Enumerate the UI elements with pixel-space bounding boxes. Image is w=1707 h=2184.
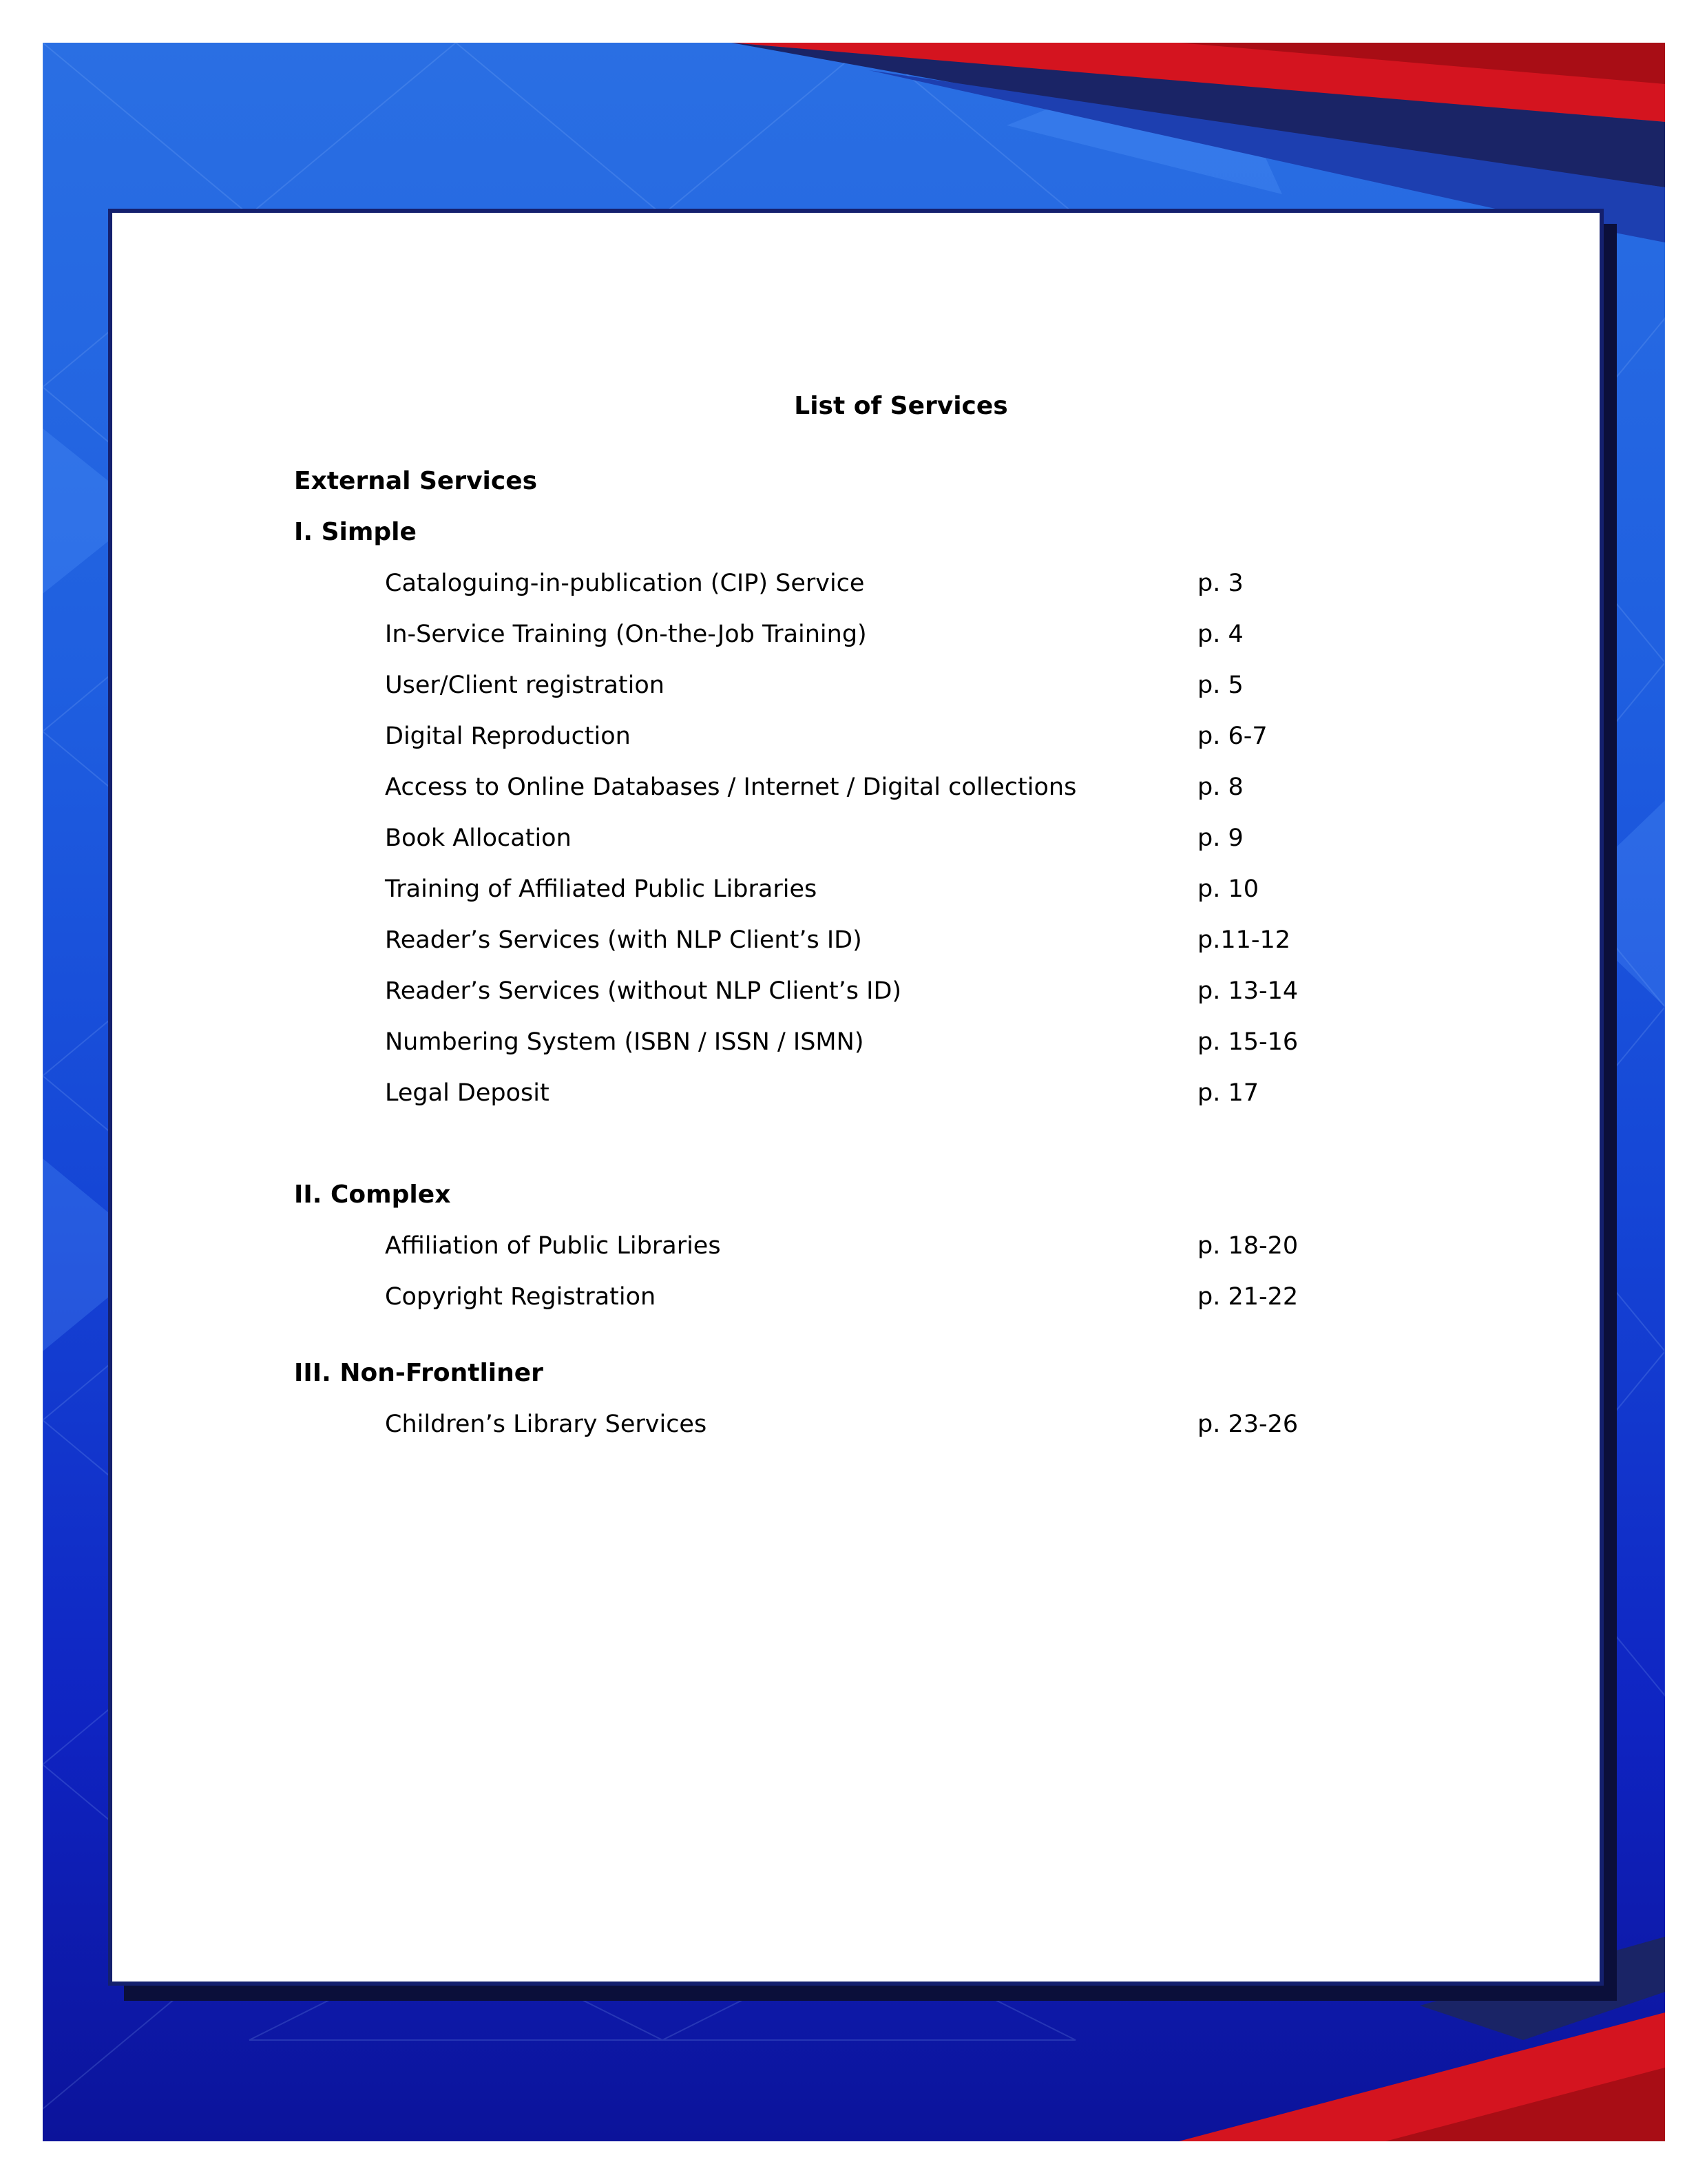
service-label: Affiliation of Public Libraries: [385, 1232, 721, 1260]
service-label: Legal Deposit: [385, 1079, 549, 1107]
list-item: [0, 1408, 1707, 1441]
page-reference: p. 15-16: [1197, 1028, 1299, 1056]
service-label: Reader’s Services (with NLP Client’s ID): [385, 926, 862, 954]
page-reference: p. 8: [1197, 773, 1244, 801]
group-heading-complex: II. Complex: [294, 1181, 451, 1209]
service-label: Digital Reproduction: [385, 722, 631, 750]
page-reference: p. 18-20: [1197, 1232, 1299, 1260]
service-label: Copyright Registration: [385, 1283, 656, 1311]
list-item: [0, 1026, 1707, 1059]
service-label: Training of Affiliated Public Libraries: [385, 875, 817, 903]
group-heading-simple: I. Simple: [294, 518, 417, 546]
list-item: [0, 1077, 1707, 1110]
service-label: Access to Online Databases / Internet / Digital collections: [385, 773, 1077, 801]
page-reference: p. 21-22: [1197, 1283, 1299, 1311]
service-label: Book Allocation: [385, 824, 572, 852]
list-item: [0, 1280, 1707, 1313]
service-label: Numbering System (ISBN / ISSN / ISMN): [385, 1028, 864, 1056]
page-reference: p. 17: [1197, 1079, 1259, 1107]
list-item: [0, 873, 1707, 906]
list-item: [0, 771, 1707, 804]
page-reference: p.11-12: [1197, 926, 1291, 954]
page-reference: p. 9: [1197, 824, 1244, 852]
list-item: [0, 567, 1707, 600]
service-label: Cataloguing-in-publication (CIP) Service: [385, 570, 865, 597]
page-reference: p. 6-7: [1197, 722, 1268, 750]
section-heading: External Services: [294, 467, 538, 495]
list-item: [0, 975, 1707, 1008]
page-reference: p. 23-26: [1197, 1411, 1299, 1438]
page-reference: p. 10: [1197, 875, 1259, 903]
list-item: [0, 618, 1707, 651]
list-item: [0, 720, 1707, 753]
page-reference: p. 4: [1197, 621, 1244, 648]
service-label: User/Client registration: [385, 672, 664, 699]
list-item: [0, 924, 1707, 957]
page-reference: p. 5: [1197, 672, 1244, 699]
service-label: Children’s Library Services: [385, 1411, 707, 1438]
group-heading-non-frontliner: III. Non-Frontliner: [294, 1359, 543, 1387]
list-item: [0, 1229, 1707, 1262]
service-label: In-Service Training (On-the-Job Training): [385, 621, 867, 648]
page-title: List of Services: [794, 392, 1008, 420]
list-item: [0, 822, 1707, 855]
service-label: Reader’s Services (without NLP Client’s ID): [385, 977, 902, 1005]
page-reference: p. 13-14: [1197, 977, 1299, 1005]
list-item: [0, 669, 1707, 702]
page-reference: p. 3: [1197, 570, 1244, 597]
